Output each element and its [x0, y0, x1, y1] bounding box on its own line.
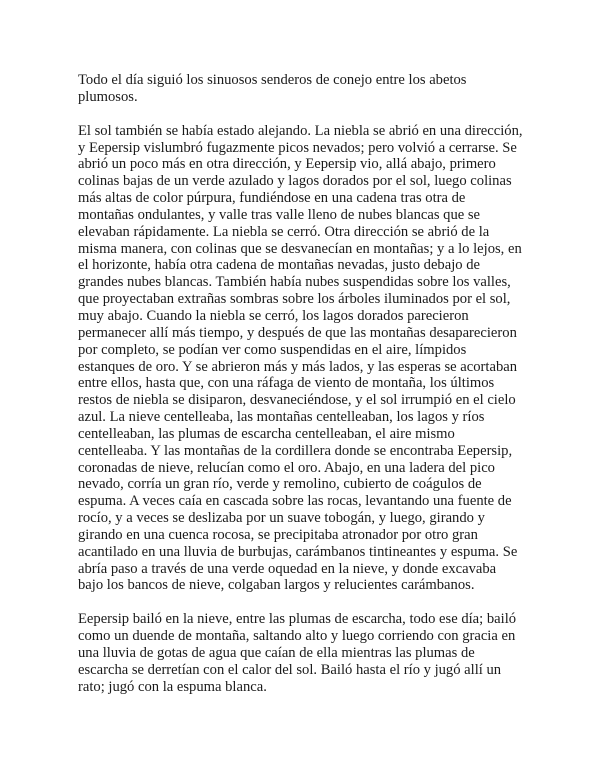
text-line: permanecer allí más tiempo, y después de que las montañas desaparecieron — [78, 324, 517, 341]
text-line: espuma. A veces caía en cascada sobre las rocas, levantando una fuente de — [78, 493, 512, 510]
text-line: rocío, y a veces se deslizaba por un suave tobogán, y luego, girando y — [78, 510, 485, 527]
paragraph — [78, 611, 530, 695]
paragraph — [78, 72, 530, 106]
text-line: que proyectaban extrañas sombras sobre los árboles iluminados por el sol, — [78, 291, 511, 308]
text-line: abría paso a través de una verde oquedad en la nieve, y donde excavaba — [78, 560, 497, 577]
text-line: girando en una cuenca rocosa, se precipitaba atronador por otro gran — [78, 526, 478, 543]
text-line: misma manera, con colinas que se desvanecían en montañas; y a lo lejos, en — [78, 240, 522, 257]
text-line: Eepersip bailó en la nieve, entre las plumas de escarcha, todo ese día; bailó — [78, 611, 517, 628]
text-line: escarcha se derretían con el calor del sol. Bailó hasta el río y jugó allí un — [78, 661, 502, 678]
text-line: estanques de oro. Y se abrieron más y más lados, y las esperas se acortaban — [78, 358, 518, 375]
text-line: muy abajo. Cuando la niebla se cerró, los lagos dorados parecieron — [78, 307, 469, 324]
paragraph — [78, 123, 530, 595]
text-line: nevado, corría un gran río, verde y remolino, cubierto de coágulos de — [78, 476, 482, 493]
text-line: centelleaban, las plumas de escarcha centelleaban, el aire mismo — [78, 425, 455, 442]
text-line: plumosos. — [78, 88, 138, 105]
text-line: entre ellos, hasta que, con una ráfaga de viento de montaña, los últimos — [78, 375, 495, 392]
text-line: por completo, se podían ver como suspendidas en el aire, límpidos — [78, 341, 467, 358]
text-line: bajo los bancos de nieve, colgaban largos y relucientes carámbanos. — [78, 577, 475, 594]
text-line: abrió un poco más en otra dirección, y Eepersip vio, allá abajo, primero — [78, 156, 496, 173]
text-line: más altas de color púrpura, fundiéndose en una cadena tras otra de — [78, 190, 466, 207]
text-line: montañas ondulantes, y valle tras valle lleno de nubes blancas que se — [78, 206, 481, 223]
text-line: El sol también se había estado alejando. La niebla se abrió en una dirección, — [78, 122, 523, 139]
text-line: centelleaba. Y las montañas de la cordillera donde se encontraba Eepersip, — [78, 442, 513, 459]
text-line: restos de niebla se disiparon, desvaneciéndose, y el sol irrumpió en el cielo — [78, 392, 516, 409]
text-line: una lluvia de gotas de agua que caían de ella mientras las plumas de — [78, 645, 475, 661]
text-line: coronadas de nieve, relucían como el oro. Abajo, en una ladera del pico — [78, 459, 495, 476]
text-line: azul. La nieve centelleaba, las montañas centelleaban, los lagos y ríos — [78, 409, 485, 426]
text-line: como un duende de montaña, saltando alto y luego corriendo con gracia en — [78, 628, 516, 645]
text-line: grandes nubes blancas. También había nubes suspendidas sobre los valles, — [78, 274, 511, 291]
text-line: acantilado en una lluvia de burbujas, carámbanos tintineantes y espuma. Se — [78, 543, 518, 560]
text-line: Todo el día siguió los sinuosos senderos de conejo entre los abetos — [78, 72, 467, 88]
text-line: colinas bajas de un verde azulado y lagos dorados por el sol, luego colinas — [78, 173, 512, 190]
text-line: y Eepersip vislumbró fugazmente picos nevados; pero volvió a cerrarse. Se — [78, 139, 517, 156]
text-line: elevaban rápidamente. La niebla se cerró. Otra dirección se abrió de la — [78, 223, 490, 240]
text-line: rato; jugó con la espuma blanca. — [78, 678, 267, 695]
text-line: el horizonte, había otra cadena de montañas nevadas, justo debajo de — [78, 257, 480, 274]
document-body — [78, 72, 530, 696]
